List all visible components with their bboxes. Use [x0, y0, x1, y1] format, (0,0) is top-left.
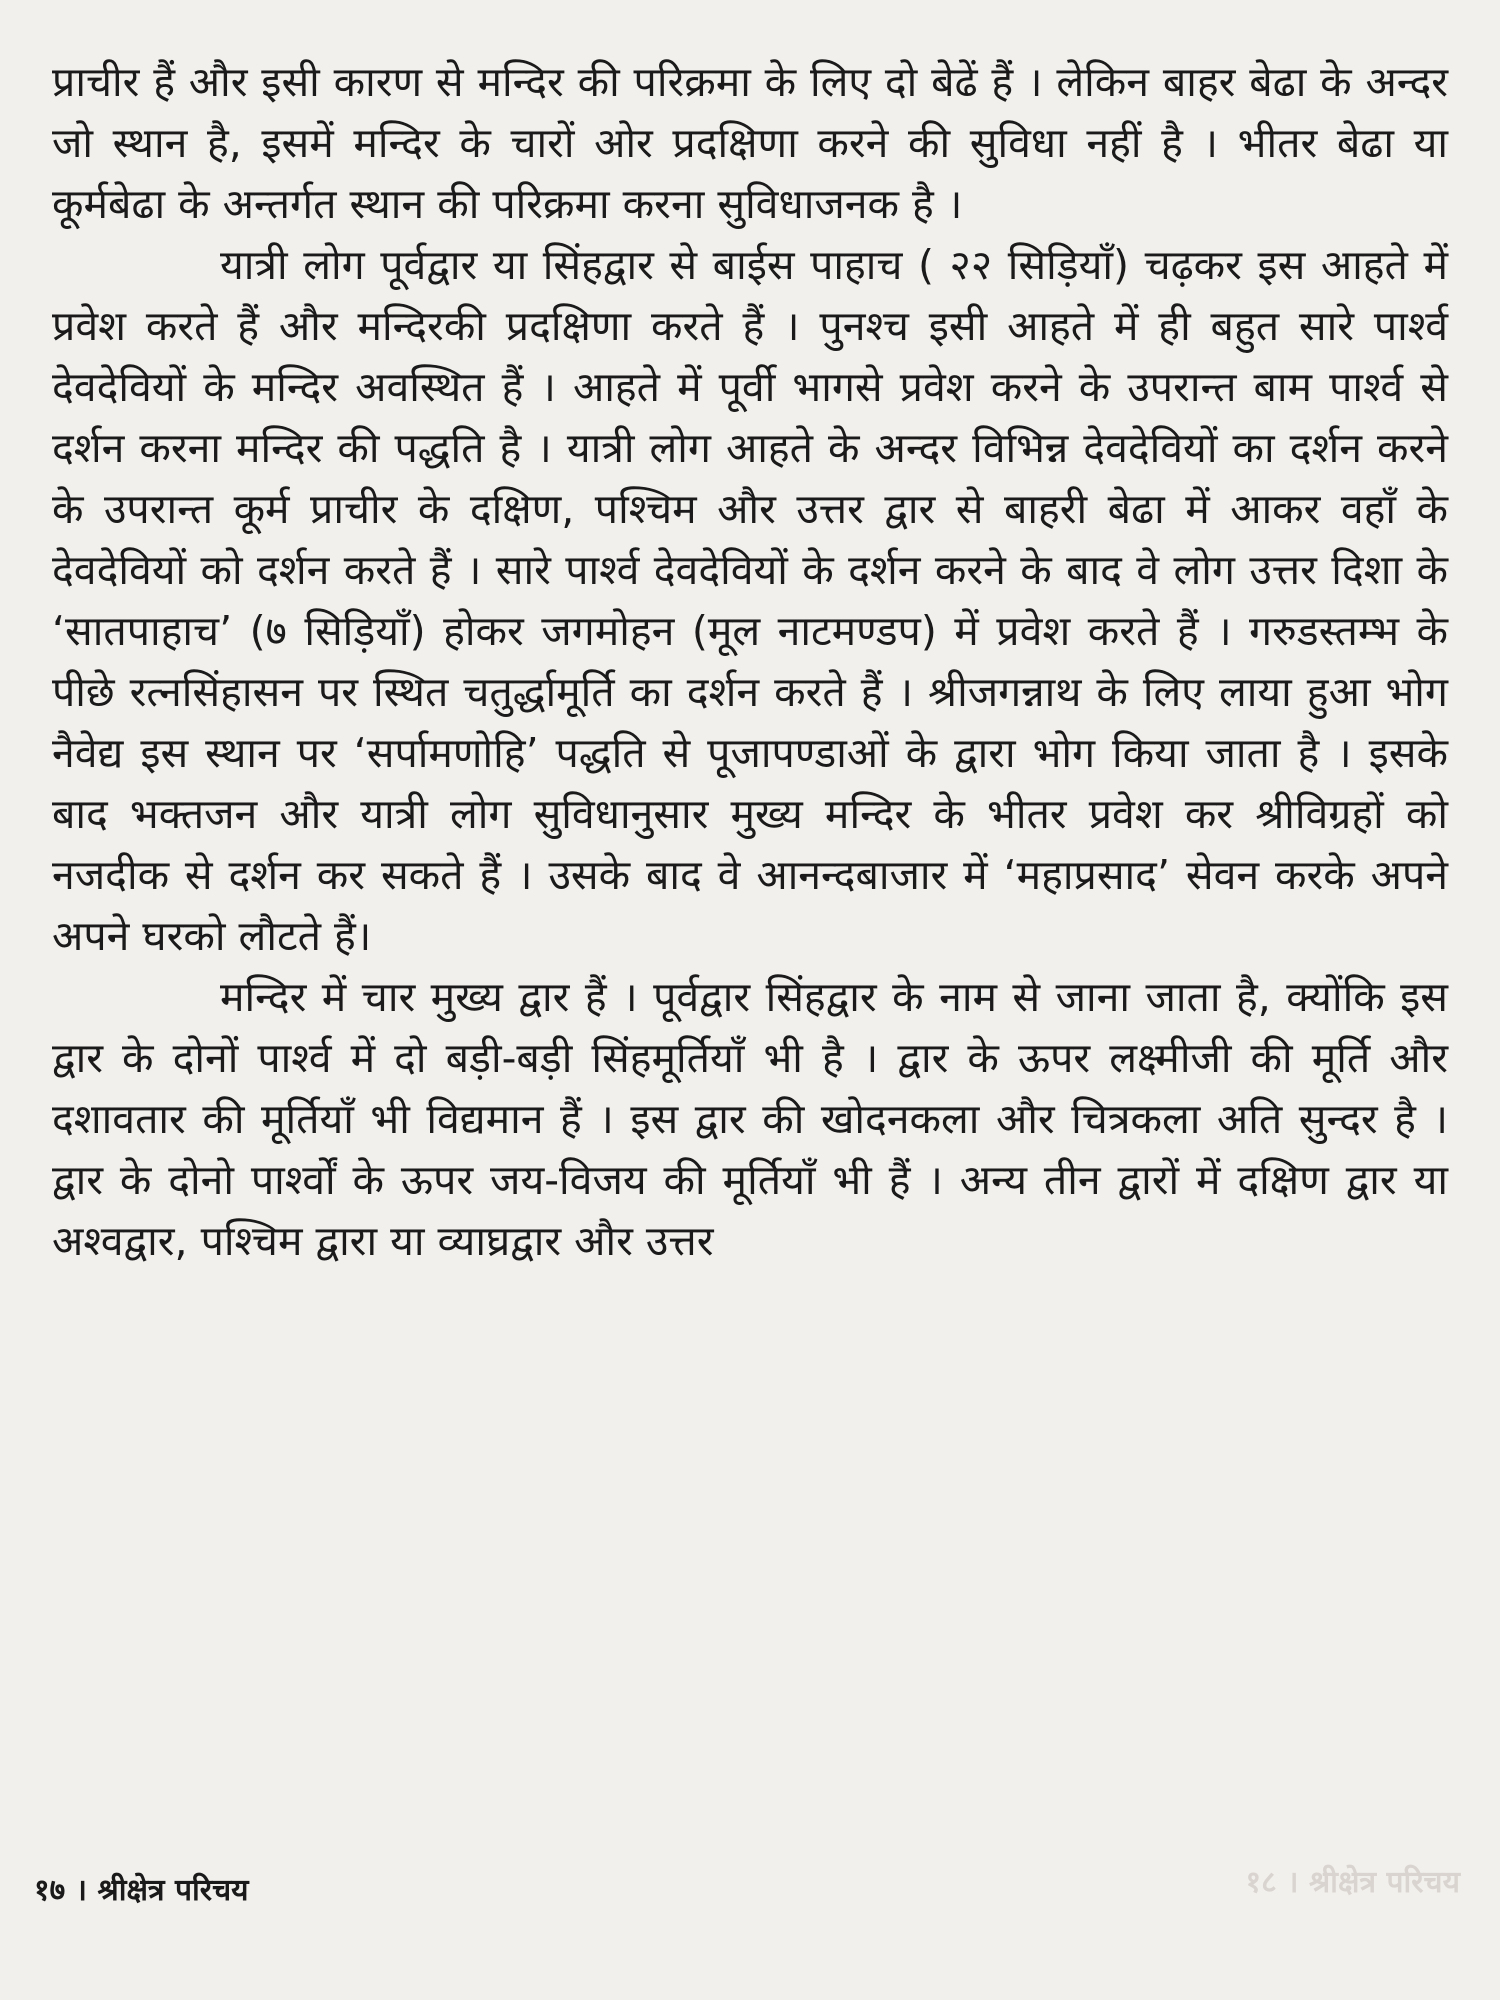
- paragraph-2: यात्री लोग पूर्वद्वार या सिंहद्वार से बाईस पाहाच ( २२ सिड़ियाँ) चढ़कर इस आहते में प्रवेश करते हैं और मन्दिरकी प्रदक्षिणा करते हैं । पुनश्च इसी आहते में ही बहुत सारे पार्श्व देवदेवियों के मन्दिर अवस्थित हैं । आहते में पूर्वी भागसे प्रवेश करने के उपरान्त बाम पार्श्व से दर्शन करना मन्दिर की पद्धति है । यात्री लोग आहते के अन्दर विभिन्न देवदेवियों का दर्शन करने के उपरान्त कूर्म प्राचीर के दक्षिण, पश्चिम और उत्तर द्वार से बाहरी बेढा में आकर वहाँ के देवदेवियों को दर्शन करते हैं । सारे पार्श्व देवदेवियों के दर्शन करने के बाद वे लोग उत्तर दिशा के ‘सातपाहाच’ (७ सिड़ियाँ) होकर जगमोहन (मूल नाटमण्डप) में प्रवेश करते हैं । गरुडस्तम्भ के पीछे रत्नसिंहासन पर स्थित चतुर्द्धामूर्ति का दर्शन करते हैं । श्रीजगन्नाथ के लिए लाया हुआ भोग नैवेद्य इस स्थान पर ‘सर्पामणोहि’ पद्धति से पूजापण्डाओं के द्वारा भोग किया जाता है । इसके बाद भक्तजन और यात्री लोग सुविधानुसार मुख्य मन्दिर के भीतर प्रवेश कर श्रीविग्रहों को नजदीक से दर्शन कर सकते हैं । उसके बाद वे आनन्दबाजार में ‘महाप्रसाद’ सेवन करके अपने अपने घरको लौटते हैं।: [52, 241, 1448, 960]
- page-footer: १७ । श्रीक्षेत्र परिचय: [34, 1873, 249, 1908]
- paragraph-3: मन्दिर में चार मुख्य द्वार हैं । पूर्वद्वार सिंहद्वार के नाम से जाना जाता है, क्योंकि इस द्वार के दोनों पार्श्व में दो बड़ी-बड़ी सिंहमूर्तियाँ भी है । द्वार के ऊपर लक्ष्मीजी की मूर्ति और दशावतार की मूर्तियाँ भी विद्यमान हैं । इस द्वार की खोदनकला और चित्रकला अति सुन्दर है । द्वार के दोनो पार्श्वों के ऊपर जय-विजय की मूर्तियाँ भी हैं । अन्य तीन द्वारों में दक्षिण द्वार या अश्वद्वार, पश्चिम द्वारा या व्याघ्रद्वार और उत्तर: [52, 973, 1448, 1265]
- bleed-through-text: १८ । श्रीक्षेत्र परिचय: [1245, 1865, 1460, 1900]
- paragraph-1: प्राचीर हैं और इसी कारण से मन्दिर की परिक्रमा के लिए दो बेढें हैं । लेकिन बाहर बेढा के अन्दर जो स्थान है, इसमें मन्दिर के चारों ओर प्रदक्षिणा करने की सुविधा नहीं है । भीतर बेढा या कूर्मबेढा के अन्तर्गत स्थान की परिक्रमा करना सुविधाजनक है ।: [52, 58, 1448, 228]
